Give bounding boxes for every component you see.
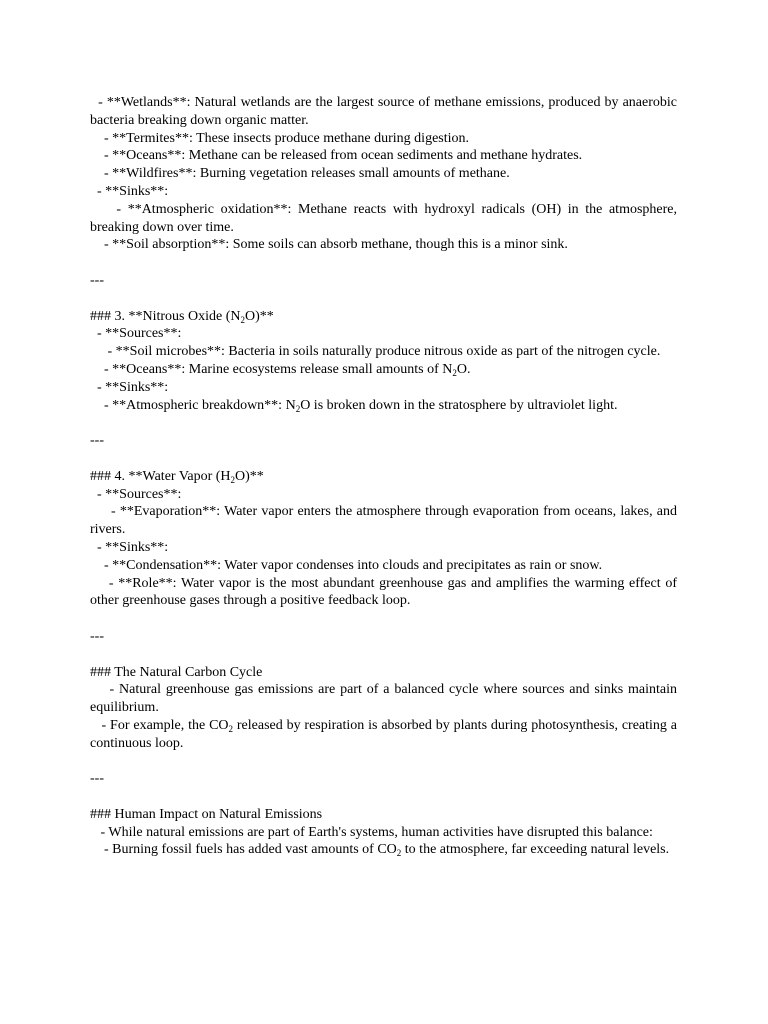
blank-line <box>90 646 677 664</box>
line-text: O is broken down in the stratosphere by ultraviolet light. <box>300 397 618 413</box>
line-text: - Burning fossil fuels has added vast amounts of CO <box>90 842 397 858</box>
nitrous-oceans-line <box>90 361 677 379</box>
blank-line <box>90 610 677 628</box>
water-sinks-heading: - **Sinks**: <box>90 539 169 555</box>
human-disrupted-line: - While natural emissions are part of Earth's systems, human activities have disrupted this balance: <box>90 824 653 840</box>
heading-text: O)** <box>245 308 274 324</box>
water-role-line: - **Role**: Water vapor is the most abundant greenhouse gas and amplifies the warming effect of other greenhouse gases through a positive feedback loop. <box>90 575 681 609</box>
methane-oceans-line: - **Oceans**: Methane can be released from ocean sediments and methane hydrates. <box>90 148 583 164</box>
nitrous-sinks-heading: - **Sinks**: <box>90 379 169 395</box>
blank-line <box>90 788 677 806</box>
separator: --- <box>90 272 104 288</box>
subscript: 2 <box>240 314 245 325</box>
methane-sinks-heading: - **Sinks**: <box>90 183 169 199</box>
blank-line <box>90 254 677 272</box>
carbon-cycle-heading: ### The Natural Carbon Cycle <box>90 664 263 680</box>
line-text: - **Atmospheric breakdown**: N <box>90 397 296 413</box>
human-impact-heading: ### Human Impact on Natural Emissions <box>90 806 323 822</box>
blank-line <box>90 414 677 432</box>
water-sources-heading: - **Sources**: <box>90 486 182 502</box>
subscript: 2 <box>295 403 301 414</box>
blank-line <box>90 450 677 468</box>
document-body <box>90 94 681 859</box>
separator: --- <box>90 433 104 449</box>
heading-text: O)** <box>235 468 264 484</box>
blank-line <box>90 752 677 770</box>
human-fossil-line <box>90 841 677 859</box>
carbon-balanced-line: - Natural greenhouse gas emissions are part of a balanced cycle where sources and sinks maintain equilibrium. <box>90 682 681 716</box>
nitrous-sources-heading: - **Sources**: <box>90 326 182 342</box>
heading-text: ### 4. **Water Vapor (H <box>90 468 231 484</box>
line-text: released by respiration is absorbed by plants during photosynthesis, creating a continuous loop. <box>90 717 681 751</box>
carbon-example-line <box>90 717 681 753</box>
line-text: O. <box>456 361 471 377</box>
methane-soil-absorption-line: - **Soil absorption**: Some soils can absorb methane, though this is a minor sink. <box>90 237 568 253</box>
nitrous-oxide-heading <box>90 308 677 326</box>
blank-line <box>90 290 677 308</box>
methane-oxidation-line: - **Atmospheric oxidation**: Methane reacts with hydroxyl radicals (OH) in the atmosphere, breaking down over time. <box>90 201 681 235</box>
methane-termites-line: - **Termites**: These insects produce methane during digestion. <box>90 130 470 146</box>
nitrous-breakdown-line <box>90 397 677 415</box>
water-condensation-line: - **Condensation**: Water vapor condenses into clouds and precipitates as rain or snow. <box>90 557 603 573</box>
subscript: 2 <box>452 367 457 378</box>
separator: --- <box>90 628 104 644</box>
water-evaporation-line: - **Evaporation**: Water vapor enters the atmosphere through evaporation from oceans, lakes, and rivers. <box>90 504 681 538</box>
subscript: 2 <box>396 848 402 859</box>
heading-text: ### 3. **Nitrous Oxide (N <box>90 308 241 324</box>
subscript: 2 <box>228 723 234 734</box>
separator: --- <box>90 771 104 787</box>
subscript: 2 <box>230 474 236 485</box>
methane-wetlands-line: - **Wetlands**: Natural wetlands are the largest source of methane emissions, produced by anaerobic bacteria breaking down organic matter. <box>90 95 681 128</box>
methane-wildfires-line: - **Wildfires**: Burning vegetation releases small amounts of methane. <box>90 166 510 182</box>
line-text: to the atmosphere, far exceeding natural levels. <box>401 842 670 858</box>
nitrous-soil-microbes-line: - **Soil microbes**: Bacteria in soils naturally produce nitrous oxide as part of the nitrogen cycle. <box>90 344 661 360</box>
water-vapor-heading <box>90 468 677 486</box>
line-text: - **Oceans**: Marine ecosystems release small amounts of N <box>90 361 453 377</box>
line-text: - For example, the CO <box>90 717 229 733</box>
